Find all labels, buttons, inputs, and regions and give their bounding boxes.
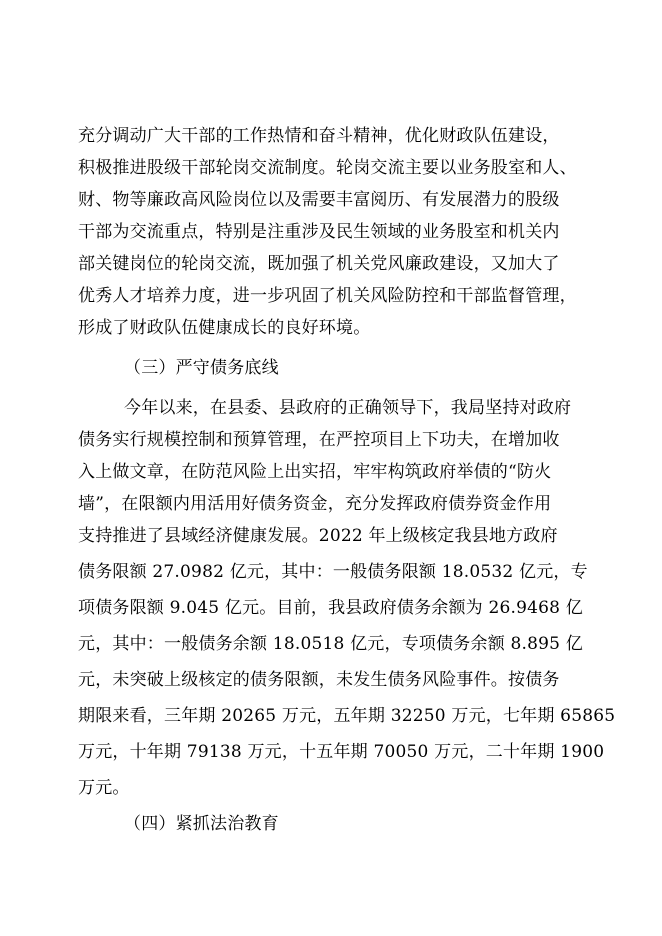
paragraph-line: 支持推进了县域经济健康发展。2022 年上级核定我县地方政府 xyxy=(78,526,558,546)
paragraph-line: 财、物等廉政高风险岗位以及需要丰富阅历、有发展潜力的股级 xyxy=(78,190,560,210)
paragraph-line: 债务实行规模控制和预算管理，在严控项目上下功夫，在增加收 xyxy=(78,430,560,450)
section-heading: （四）紧抓法治教育 xyxy=(124,814,279,834)
paragraph-line: 万元，十年期 79138 万元，十五年期 70050 万元，二十年期 1900 xyxy=(78,742,605,762)
section-heading: （三）严守债务底线 xyxy=(124,358,279,378)
paragraph-line: 墙”，在限额内用活用好债务资金，充分发挥政府债券资金作用 xyxy=(78,494,552,514)
paragraph-line: 干部为交流重点，特别是注重涉及民生领域的业务股室和机关内 xyxy=(78,222,560,242)
paragraph-line: 万元。 xyxy=(78,778,130,798)
paragraph-line: 债务限额 27.0982 亿元，其中：一般债务限额 18.0532 亿元，专 xyxy=(78,562,588,582)
paragraph-line: 元，其中：一般债务余额 18.0518 亿元，专项债务余额 8.895 亿 xyxy=(78,634,583,654)
paragraph-line: 期限来看，三年期 20265 万元，五年期 32250 万元，七年期 65865 xyxy=(78,706,616,726)
paragraph-line: 部关键岗位的轮岗交流，既加强了机关党风廉政建设，又加大了 xyxy=(78,254,560,274)
paragraph-line: 项债务限额 9.045 亿元。目前，我县政府债务余额为 26.9468 亿 xyxy=(78,598,583,618)
paragraph-line: 元，未突破上级核定的债务限额，未发生债务风险事件。按债务 xyxy=(78,670,560,690)
paragraph-line: 充分调动广大干部的工作热情和奋斗精神，优化财政队伍建设， xyxy=(78,126,560,146)
paragraph-line: 积极推进股级干部轮岗交流制度。轮岗交流主要以业务股室和人、 xyxy=(78,158,577,178)
paragraph-line: 今年以来，在县委、县政府的正确领导下，我局坚持对政府 xyxy=(124,398,572,418)
paragraph-line: 优秀人才培养力度，进一步巩固了机关风险防控和干部监督管理， xyxy=(78,286,577,306)
paragraph-line: 形成了财政队伍健康成长的良好环境。 xyxy=(78,318,371,338)
paragraph-line: 入上做文章，在防范风险上出实招，牢牢构筑政府举债的“防火 xyxy=(78,462,552,482)
